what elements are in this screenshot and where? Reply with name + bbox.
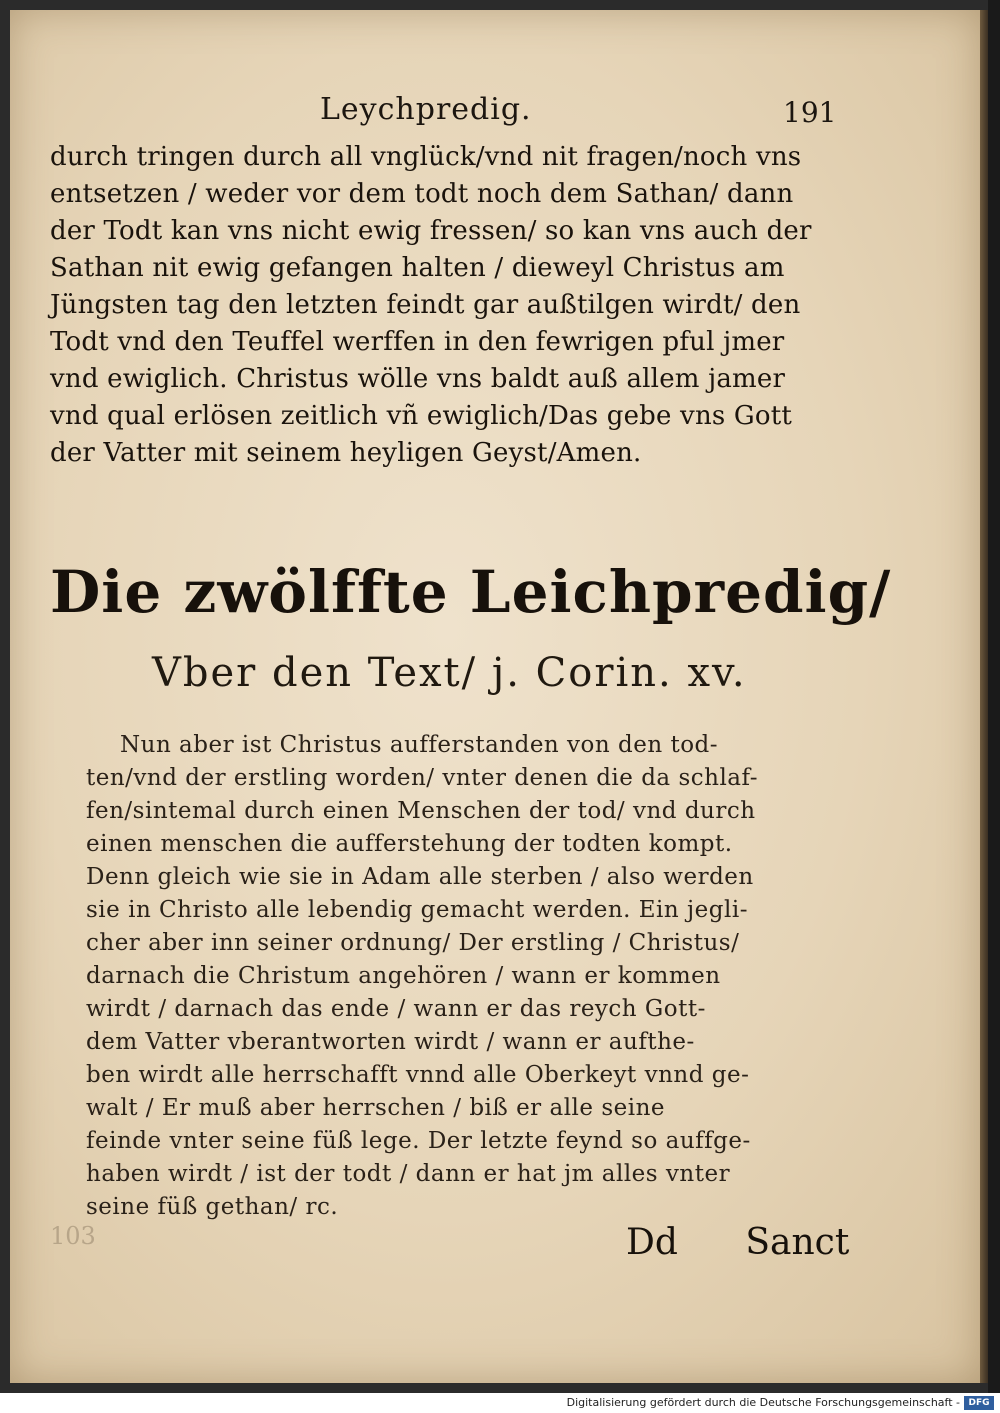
footer-bar <box>0 1393 1000 1413</box>
text-line: ten/vnd der erstling worden/ vnter denen die da schlaf- <box>86 765 758 791</box>
text-line: der Vatter mit seinem heyligen Geyst/Amen. <box>50 438 642 468</box>
text-line: fen/sintemal durch einen Menschen der tod/ vnd durch <box>86 798 756 824</box>
catchword-line <box>626 1222 849 1263</box>
scan-border <box>988 0 1000 1393</box>
text-line: Denn gleich wie sie in Adam alle sterben / also werden <box>86 864 754 890</box>
text-line: einen menschen die aufferstehung der todten kompt. <box>86 831 733 857</box>
faint-page-number: 103 <box>50 1222 96 1250</box>
sermon-subtitle: Vber den Text/ j. Corin. xv. <box>152 650 747 696</box>
folio-number: 191 <box>783 96 837 129</box>
text-line: der Todt kan vns nicht ewig fressen/ so kan vns auch der <box>50 216 812 246</box>
text-line: entsetzen / weder vor dem todt noch dem Sathan/ dann <box>50 179 794 209</box>
text-line: durch tringen durch all vnglück/vnd nit fragen/noch vns <box>50 142 802 172</box>
text-line: Sathan nit ewig gefangen halten / dieweyl Christus am <box>50 253 785 283</box>
text-line: ben wirdt alle herrschafft vnnd alle Oberkeyt vnnd ge- <box>86 1062 750 1088</box>
funding-credit: Digitalisierung gefördert durch die Deutsche Forschungsgemeinschaft - <box>566 1396 960 1409</box>
running-head: Leychpredig. <box>320 92 532 127</box>
text-line: dem Vatter vberantworten wirdt / wann er aufthe- <box>86 1029 695 1055</box>
text-line: darnach die Christum angehören / wann er kommen <box>86 963 721 989</box>
book-page <box>10 10 980 1383</box>
sermon-title: Die zwölffte Leichpredig/ <box>50 558 892 626</box>
text-line: Nun aber ist Christus aufferstanden von den tod- <box>120 732 719 758</box>
signature-mark: Dd <box>626 1222 678 1263</box>
text-line: sie in Christo alle lebendig gemacht werden. Ein jegli- <box>86 897 748 923</box>
text-line: feinde vnter seine füß lege. Der letzte feynd so auffge- <box>86 1128 751 1154</box>
text-line: Jüngsten tag den letzten feindt gar außtilgen wirdt/ den <box>50 290 801 320</box>
text-line: vnd ewiglich. Christus wölle vns baldt auß allem jamer <box>50 364 786 394</box>
text-line: walt / Er muß aber herrschen / biß er alle seine <box>86 1095 666 1121</box>
text-line: cher aber inn seiner ordnung/ Der erstling / Christus/ <box>86 930 740 956</box>
text-line: wirdt / darnach das ende / wann er das reych Gott- <box>86 996 706 1022</box>
text-line: seine füß gethan/ rc. <box>86 1194 339 1220</box>
catchword: Sanct <box>745 1222 850 1263</box>
dfg-logo-icon: DFG <box>964 1396 994 1410</box>
page-edge <box>980 10 988 1383</box>
text-line: vnd qual erlösen zeitlich vñ ewiglich/Das gebe vns Gott <box>50 401 793 431</box>
text-line: haben wirdt / ist der todt / dann er hat jm alles vnter <box>86 1161 731 1187</box>
text-line: Todt vnd den Teuffel werffen in den fewrigen pful jmer <box>50 327 785 357</box>
